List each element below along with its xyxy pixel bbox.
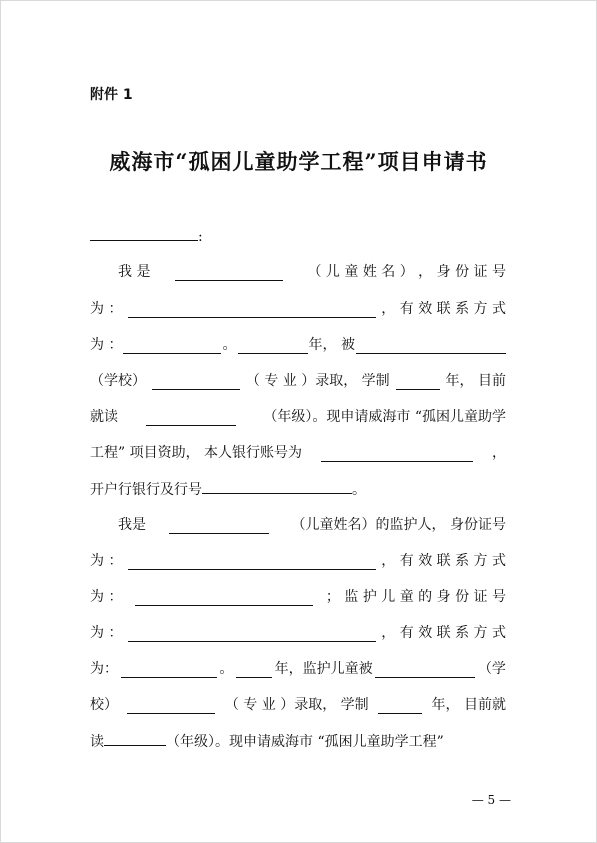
p1-l4-a: （学校） xyxy=(90,373,146,389)
p2-l5-a: 为： xyxy=(90,661,118,677)
p1-l7-b: 。 xyxy=(352,482,366,498)
p2-l4-a: 为 ： xyxy=(90,625,123,641)
p2-line-2 xyxy=(90,552,506,570)
p1-line-4 xyxy=(90,372,506,390)
ward-contact-blank[interactable] xyxy=(121,664,217,678)
recipient-blank[interactable] xyxy=(90,227,198,241)
child-contact-blank[interactable] xyxy=(123,340,221,354)
p1-l5-a: 就读 xyxy=(90,409,118,425)
ward-major-blank[interactable] xyxy=(127,700,215,714)
major-blank[interactable] xyxy=(152,376,240,390)
p2-line-7 xyxy=(90,732,506,751)
recipient-line xyxy=(90,227,506,246)
p2-line-6 xyxy=(90,696,506,714)
p1-l6-b: ， xyxy=(492,445,506,461)
p1-l3-a: 为 ： xyxy=(90,337,123,353)
p2-child-name-blank[interactable] xyxy=(169,520,269,534)
p1-line-2 xyxy=(90,300,506,318)
p2-line-4 xyxy=(90,624,506,642)
p1-line-6 xyxy=(90,444,506,462)
study-length-blank[interactable] xyxy=(396,376,440,390)
ward-id-blank[interactable] xyxy=(128,628,376,642)
p2-l5-d: （学 xyxy=(477,661,506,677)
p2-l1-a: 我是 xyxy=(118,517,146,533)
p2-l6-b: （ 专 业 ）录取， 学制 xyxy=(224,697,369,713)
recipient-colon: : xyxy=(198,229,203,245)
child-name-blank[interactable] xyxy=(175,267,283,281)
p1-l4-c: 年， 目前 xyxy=(445,373,506,389)
p2-line-1 xyxy=(90,516,506,534)
p2-l7-b: （年级）。现申请威海市 “孤困儿童助学工程” xyxy=(166,734,444,750)
p2-l3-b: ； 监 护 儿 童 的 身 份 证 号 xyxy=(325,589,506,605)
p1-line-5 xyxy=(90,408,506,426)
ward-study-length-blank[interactable] xyxy=(378,700,422,714)
guardian-id-blank[interactable] xyxy=(128,556,376,570)
p2-l6-c: 年， 目前就 xyxy=(431,697,506,713)
p2-line-5 xyxy=(90,660,506,678)
p2-l7-a: 读 xyxy=(90,734,104,750)
p2-l1-b: （儿童姓名）的监护人， 身份证号 xyxy=(291,517,506,533)
child-id-blank[interactable] xyxy=(128,304,376,318)
guardian-contact-blank[interactable] xyxy=(135,592,313,606)
page-number: — 5 — xyxy=(471,793,511,807)
p2-line-3 xyxy=(90,588,506,606)
p1-l6-a: 工程” 项目资助， 本人银行账号为 xyxy=(90,445,303,461)
p2-l5-c: 年，监护儿童被 xyxy=(274,661,373,677)
p1-l7-a: 开户行银行及行号 xyxy=(90,482,202,498)
attachment-label: 附件 1 xyxy=(90,87,133,103)
admission-year-blank[interactable] xyxy=(238,340,308,354)
p1-l3-b: 。 xyxy=(222,337,237,353)
p1-line-3 xyxy=(90,336,506,354)
p1-l4-b: （ 专 业 ）录取， 学制 xyxy=(245,373,390,389)
p2-l4-b: ， 有 效 联 系 方 式 xyxy=(381,625,506,641)
p1-l1-b: （ 儿 童 姓 名 ） ， 身 份 证 号 xyxy=(307,264,506,280)
p2-l3-a: 为 ： xyxy=(90,589,123,605)
grade-blank[interactable] xyxy=(146,412,236,426)
p1-l2-b: ， 有 效 联 系 方 式 xyxy=(381,301,506,317)
p1-l3-c: 年， 被 xyxy=(308,337,355,353)
bank-account-blank[interactable] xyxy=(321,448,473,462)
p1-line-1 xyxy=(90,263,506,281)
p1-l1-a: 我 是 xyxy=(118,264,151,280)
p2-l2-b: ， 有 效 联 系 方 式 xyxy=(381,553,506,569)
school-blank[interactable] xyxy=(356,340,506,354)
p2-l2-a: 为 ： xyxy=(90,553,123,569)
ward-year-blank[interactable] xyxy=(236,664,272,678)
p2-l5-b: 。 xyxy=(219,661,234,677)
bank-branch-blank[interactable] xyxy=(202,480,352,494)
p1-l2-a: 为 ： xyxy=(90,301,123,317)
ward-grade-blank[interactable] xyxy=(104,732,166,746)
p2-l6-a: 校） xyxy=(90,697,118,713)
document-title: 威海市“孤困儿童助学工程”项目申请书 xyxy=(109,149,488,174)
p1-l5-b: （年级）。现申请威海市 “孤困儿童助学 xyxy=(263,409,506,425)
p1-line-7 xyxy=(90,480,506,499)
ward-school-blank[interactable] xyxy=(375,664,475,678)
